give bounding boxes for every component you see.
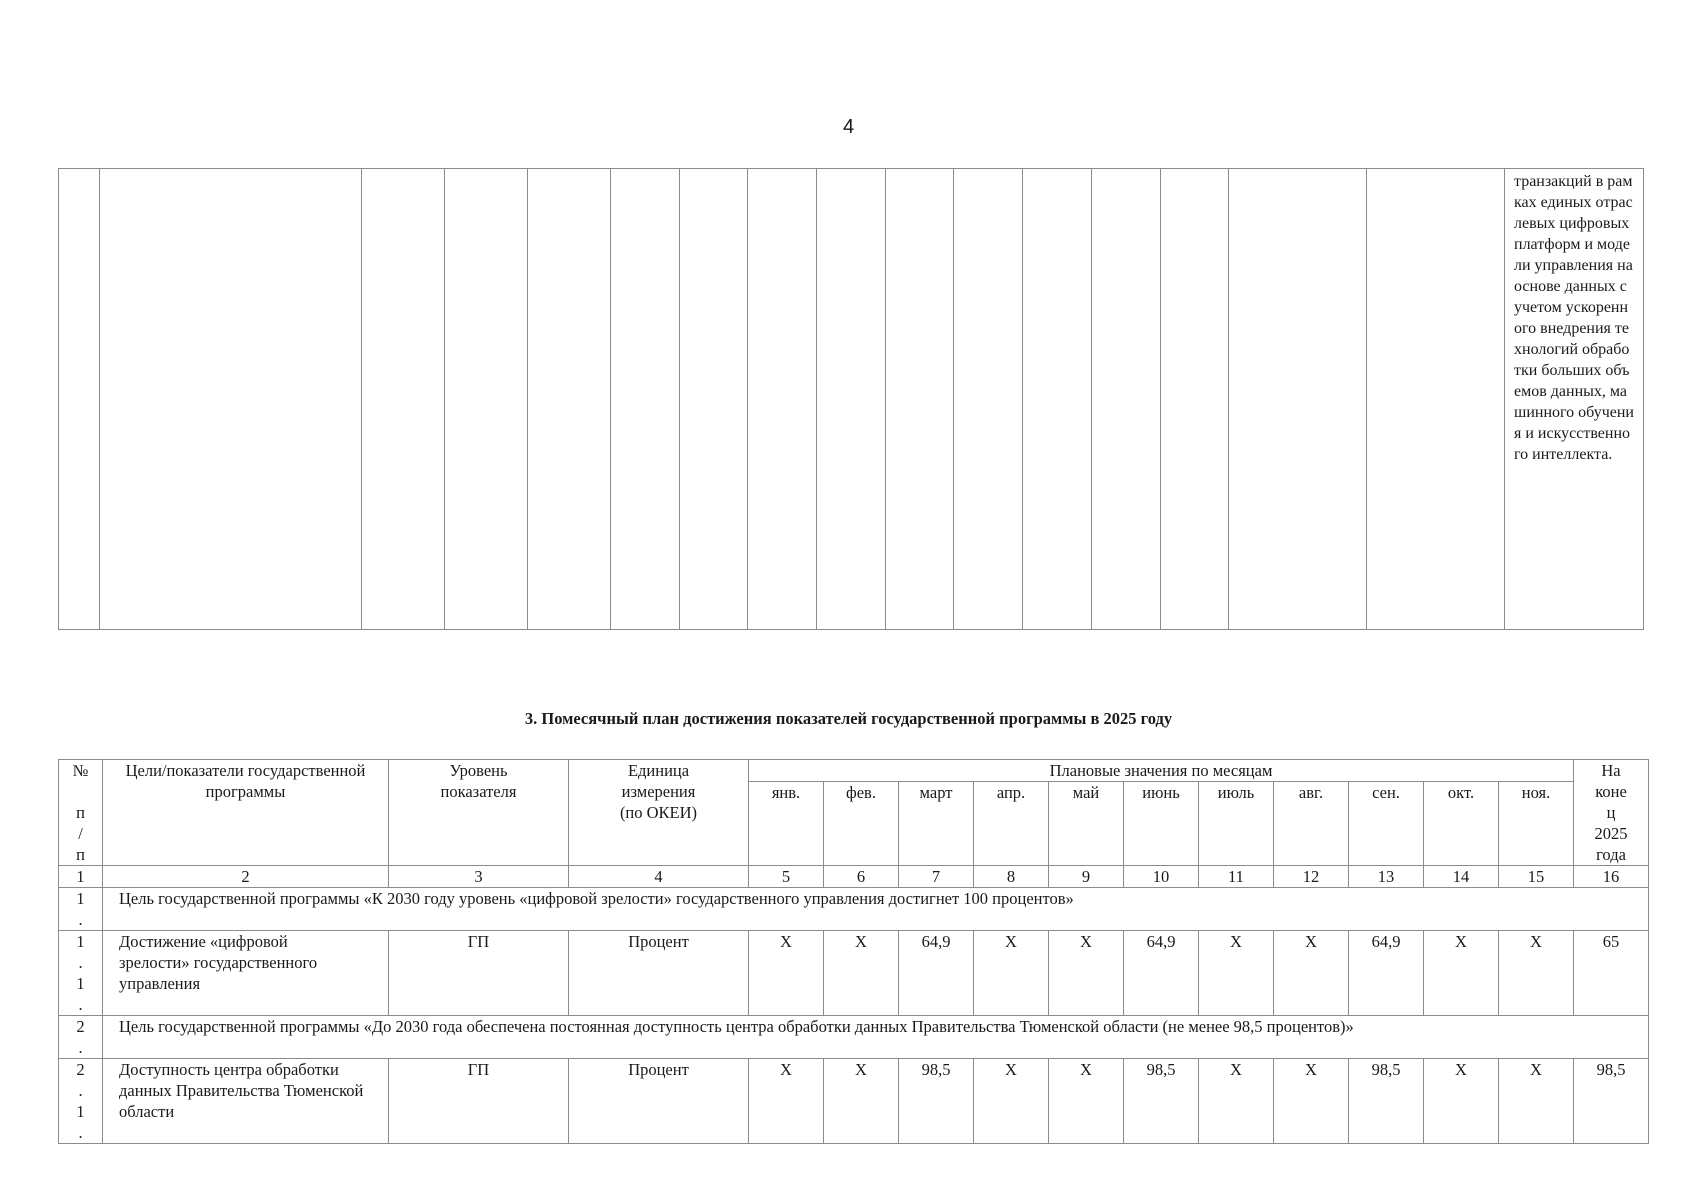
header-number: № п / п — [59, 760, 103, 866]
month-value: X — [1049, 931, 1124, 1016]
month-value: X — [749, 931, 824, 1016]
table-cell — [748, 169, 817, 630]
column-number: 7 — [899, 866, 974, 888]
column-number: 13 — [1349, 866, 1424, 888]
column-number: 6 — [824, 866, 899, 888]
month-value: X — [749, 1059, 824, 1144]
table-cell — [100, 169, 362, 630]
column-number: 16 — [1574, 866, 1649, 888]
month-value: X — [824, 1059, 899, 1144]
table-cell — [680, 169, 748, 630]
continuation-text-cell: транзакций в рамках единых отраслевых цифровых платформ и модели управления на основе данных с учетом ускоренного внедрения технологий обработки больших объемов данных, машинного обучения и искусственного интеллекта. — [1505, 169, 1644, 630]
month-value: X — [974, 1059, 1049, 1144]
indicator-unit: Процент — [569, 931, 749, 1016]
column-number: 4 — [569, 866, 749, 888]
month-value: X — [1199, 1059, 1274, 1144]
goal-row — [59, 888, 1649, 931]
month-header: март — [899, 782, 974, 866]
goal-row — [59, 1016, 1649, 1059]
table-cell — [362, 169, 445, 630]
table-cell — [886, 169, 954, 630]
column-number: 12 — [1274, 866, 1349, 888]
row-number: 1 . 1 . — [59, 931, 103, 1016]
table-cell — [611, 169, 680, 630]
continuation-table — [58, 168, 1644, 630]
month-value: X — [1499, 1059, 1574, 1144]
indicator-unit: Процент — [569, 1059, 749, 1144]
column-number: 1 — [59, 866, 103, 888]
row-number: 2 . 1 . — [59, 1059, 103, 1144]
table-cell — [1092, 169, 1161, 630]
header-level: Уровень показателя — [389, 760, 569, 866]
table-cell — [445, 169, 528, 630]
indicator-row — [59, 931, 1649, 1016]
month-value: X — [1424, 931, 1499, 1016]
month-value: X — [1424, 1059, 1499, 1144]
end-of-year-value: 98,5 — [1574, 1059, 1649, 1144]
month-value: X — [1274, 931, 1349, 1016]
header-goals: Цели/показатели государственной программы — [103, 760, 389, 866]
month-value: X — [1199, 931, 1274, 1016]
row-number: 1 . — [59, 888, 103, 931]
goal-text: Цель государственной программы «До 2030 года обеспечена постоянная доступность центра обработки данных Правительства Тюменской области (не менее 98,5 процентов)» — [103, 1016, 1649, 1059]
table-cell — [1023, 169, 1092, 630]
column-number: 11 — [1199, 866, 1274, 888]
column-number: 5 — [749, 866, 824, 888]
column-number: 2 — [103, 866, 389, 888]
table-cell — [1161, 169, 1229, 630]
month-value: X — [1274, 1059, 1349, 1144]
end-of-year-value: 65 — [1574, 931, 1649, 1016]
indicator-level: ГП — [389, 931, 569, 1016]
month-header: июль — [1199, 782, 1274, 866]
month-header: июнь — [1124, 782, 1199, 866]
table-cell — [817, 169, 886, 630]
indicator-name: Доступность центра обработки данных Правительства Тюменской области — [103, 1059, 389, 1144]
continuation-row — [59, 169, 1644, 630]
indicator-name: Достижение «цифровой зрелости» государственного управления — [103, 931, 389, 1016]
row-number: 2 . — [59, 1016, 103, 1059]
month-value: 64,9 — [1124, 931, 1199, 1016]
month-header: окт. — [1424, 782, 1499, 866]
month-header: сен. — [1349, 782, 1424, 866]
table-cell — [954, 169, 1023, 630]
month-value: X — [1499, 931, 1574, 1016]
month-value: 98,5 — [899, 1059, 974, 1144]
table-cell — [1367, 169, 1505, 630]
indicator-level: ГП — [389, 1059, 569, 1144]
table-cell — [1229, 169, 1367, 630]
section-title: 3. Помесячный план достижения показателей государственной программы в 2025 году — [524, 709, 1173, 728]
header-unit: Единица измерения (по ОКЕИ) — [569, 760, 749, 866]
month-value: X — [824, 931, 899, 1016]
column-number: 10 — [1124, 866, 1199, 888]
month-header: май — [1049, 782, 1124, 866]
header-planned-values: Плановые значения по месяцам — [749, 760, 1574, 782]
month-header: авг. — [1274, 782, 1349, 866]
month-header: ноя. — [1499, 782, 1574, 866]
monthly-plan-table — [58, 759, 1649, 1144]
month-value: 98,5 — [1124, 1059, 1199, 1144]
indicator-row — [59, 1059, 1649, 1144]
month-header: янв. — [749, 782, 824, 866]
month-value: X — [974, 931, 1049, 1016]
month-value: X — [1049, 1059, 1124, 1144]
header-end-of-year: На коне ц 2025 года — [1574, 760, 1649, 866]
month-value: 98,5 — [1349, 1059, 1424, 1144]
column-number: 8 — [974, 866, 1049, 888]
column-numbers-row — [59, 866, 1649, 888]
column-number: 14 — [1424, 866, 1499, 888]
column-number: 3 — [389, 866, 569, 888]
column-number: 9 — [1049, 866, 1124, 888]
page-number: 4 — [842, 116, 855, 138]
month-header: фев. — [824, 782, 899, 866]
header-row — [59, 760, 1649, 782]
month-value: 64,9 — [1349, 931, 1424, 1016]
table-cell — [59, 169, 100, 630]
column-number: 15 — [1499, 866, 1574, 888]
month-value: 64,9 — [899, 931, 974, 1016]
table-cell — [528, 169, 611, 630]
goal-text: Цель государственной программы «К 2030 году уровень «цифровой зрелости» государственного управления достигнет 100 процентов» — [103, 888, 1649, 931]
month-header: апр. — [974, 782, 1049, 866]
